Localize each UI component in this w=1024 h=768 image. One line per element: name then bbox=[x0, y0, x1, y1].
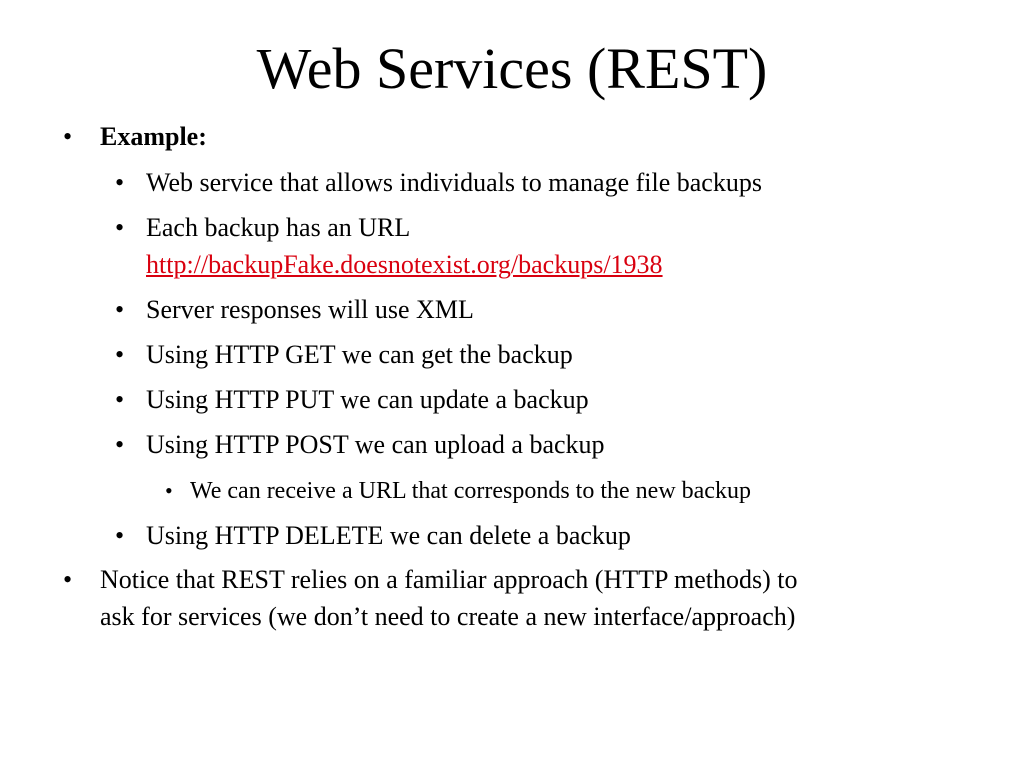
list-item-text: Each backup has an URL bbox=[146, 213, 411, 242]
list-item-text: Using HTTP POST we can upload a backup bbox=[146, 430, 605, 459]
list-item-text: Using HTTP DELETE we can delete a backup bbox=[146, 521, 631, 550]
bullet-marker: • bbox=[115, 430, 125, 459]
bullet-marker: • bbox=[63, 122, 73, 151]
notice-text-line2: ask for services (we don’t need to create a new interface/approach) bbox=[100, 602, 796, 631]
backup-url-link[interactable]: http://backupFake.doesnotexist.org/backups/1938 bbox=[146, 250, 663, 279]
slide-title: Web Services (REST) bbox=[256, 36, 768, 101]
example-label: Example: bbox=[100, 122, 207, 151]
list-item-text: Server responses will use XML bbox=[146, 295, 474, 324]
bullet-marker: • bbox=[115, 521, 125, 550]
bullet-marker: • bbox=[115, 385, 125, 414]
list-item-text: Using HTTP GET we can get the backup bbox=[146, 340, 573, 369]
bullet-marker: • bbox=[115, 213, 125, 242]
sub-list-item-text: We can receive a URL that corresponds to the new backup bbox=[190, 478, 751, 504]
bullet-marker: • bbox=[115, 168, 125, 197]
list-item-text: Web service that allows individuals to manage file backups bbox=[146, 168, 762, 197]
notice-text-line1: Notice that REST relies on a familiar approach (HTTP methods) to bbox=[100, 565, 798, 594]
bullet-marker: • bbox=[115, 340, 125, 369]
bullet-marker: • bbox=[165, 478, 173, 503]
bullet-marker: • bbox=[63, 565, 73, 594]
list-item-text: Using HTTP PUT we can update a backup bbox=[146, 385, 589, 414]
bullet-marker: • bbox=[115, 295, 125, 324]
